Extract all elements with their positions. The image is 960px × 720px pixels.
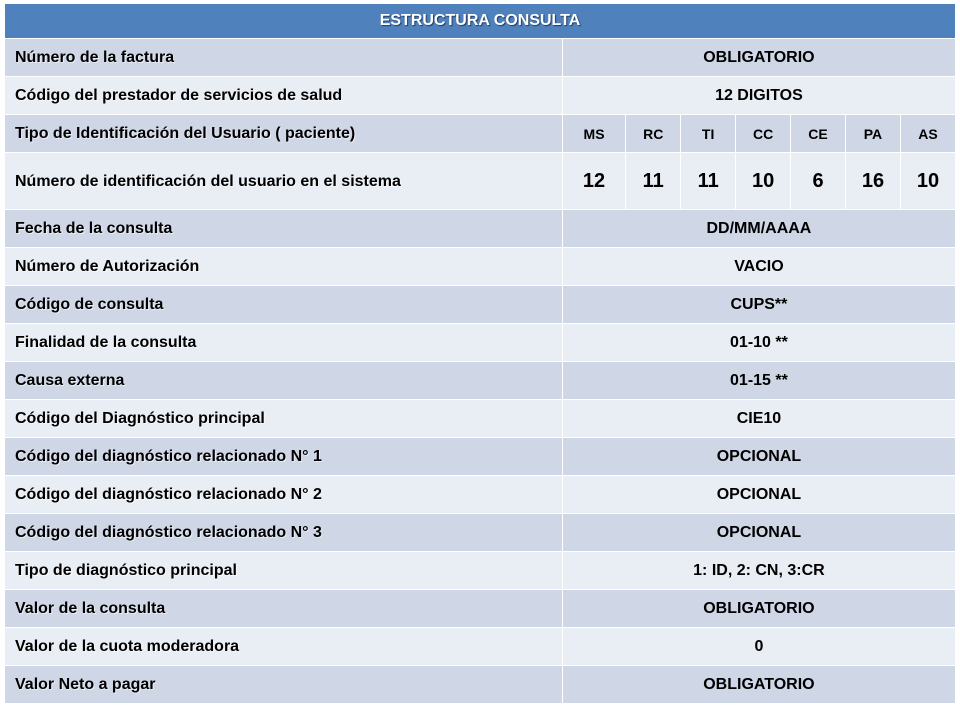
row-label: Tipo de Identificación del Usuario ( paciente): [5, 115, 563, 153]
row-label: Tipo de diagnóstico principal: [5, 552, 563, 590]
row-label: Causa externa: [5, 362, 563, 400]
row-label: Fecha de la consulta: [5, 210, 563, 248]
row-label: Valor de la consulta: [5, 590, 563, 628]
id-length-rc: 11: [626, 153, 681, 210]
row-label: Valor Neto a pagar: [5, 666, 563, 704]
id-type-ti: TI: [681, 115, 736, 153]
table-row: [5, 552, 956, 590]
row-value: 01-15 **: [562, 362, 955, 400]
id-length-cc: 10: [736, 153, 791, 210]
row-label: Número de Autorización: [5, 248, 563, 286]
row-label: Número de la factura: [5, 39, 563, 77]
row-value: VACIO: [562, 248, 955, 286]
table-row: [5, 324, 956, 362]
table-row: [5, 362, 956, 400]
table: [4, 3, 956, 704]
table-row: [5, 77, 956, 115]
table-row: [5, 628, 956, 666]
row-value: 0: [562, 628, 955, 666]
table-row: [5, 666, 956, 704]
id-length-as: 10: [900, 153, 955, 210]
table-row-id-types: [5, 115, 956, 153]
id-type-cc: CC: [736, 115, 791, 153]
row-value: CUPS**: [562, 286, 955, 324]
table-title: ESTRUCTURA CONSULTA: [5, 4, 956, 39]
row-label: Finalidad de la consulta: [5, 324, 563, 362]
row-value: OPCIONAL: [562, 476, 955, 514]
row-value: OBLIGATORIO: [562, 39, 955, 77]
id-type-as: AS: [900, 115, 955, 153]
table-row: [5, 400, 956, 438]
row-label: Código del diagnóstico relacionado N° 1: [5, 438, 563, 476]
table-row: [5, 248, 956, 286]
row-value: 1: ID, 2: CN, 3:CR: [562, 552, 955, 590]
row-label: Valor de la cuota moderadora: [5, 628, 563, 666]
row-value: OPCIONAL: [562, 438, 955, 476]
id-length-ce: 6: [791, 153, 846, 210]
consulta-structure-table: [4, 3, 956, 704]
row-label: Código del diagnóstico relacionado N° 2: [5, 476, 563, 514]
table-row: [5, 590, 956, 628]
row-value: OPCIONAL: [562, 514, 955, 552]
row-label: Código de consulta: [5, 286, 563, 324]
id-type-ce: CE: [791, 115, 846, 153]
row-value: 12 DIGITOS: [562, 77, 955, 115]
table-row: [5, 210, 956, 248]
row-label: Código del diagnóstico relacionado N° 3: [5, 514, 563, 552]
table-row: [5, 39, 956, 77]
id-type-ms: MS: [562, 115, 625, 153]
id-length-pa: 16: [846, 153, 901, 210]
table-header-row: [5, 4, 956, 39]
row-label: Código del prestador de servicios de salud: [5, 77, 563, 115]
row-label: Código del Diagnóstico principal: [5, 400, 563, 438]
row-value: DD/MM/AAAA: [562, 210, 955, 248]
table-row-id-lengths: [5, 153, 956, 210]
table-row: [5, 476, 956, 514]
table-row: [5, 514, 956, 552]
row-value: CIE10: [562, 400, 955, 438]
table-row: [5, 286, 956, 324]
row-value: 01-10 **: [562, 324, 955, 362]
id-type-pa: PA: [846, 115, 901, 153]
table-row: [5, 438, 956, 476]
row-label: Número de identificación del usuario en el sistema: [5, 153, 563, 210]
id-type-rc: RC: [626, 115, 681, 153]
id-length-ms: 12: [562, 153, 625, 210]
row-value: OBLIGATORIO: [562, 590, 955, 628]
id-length-ti: 11: [681, 153, 736, 210]
row-value: OBLIGATORIO: [562, 666, 955, 704]
